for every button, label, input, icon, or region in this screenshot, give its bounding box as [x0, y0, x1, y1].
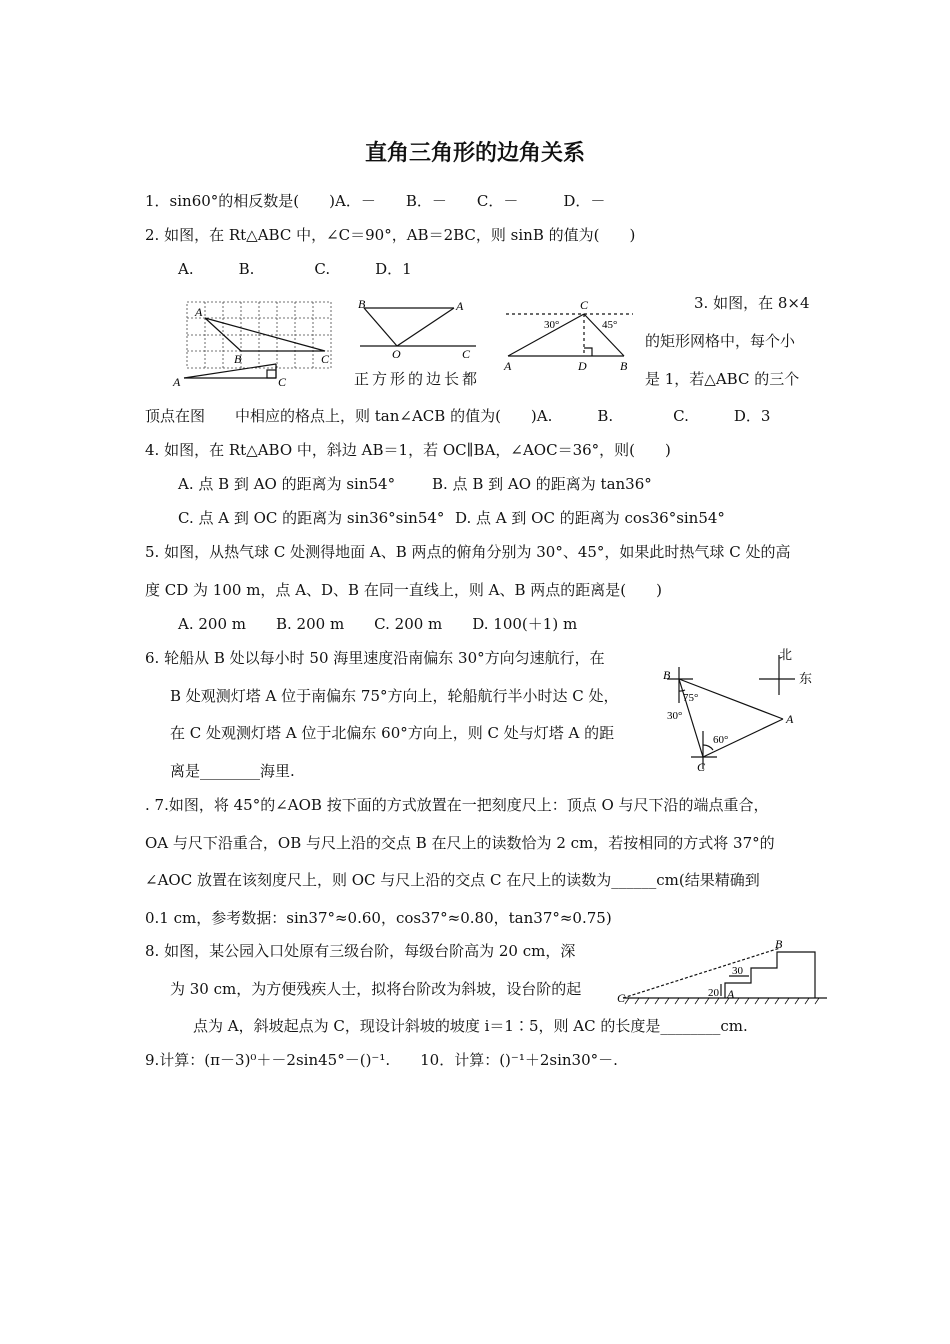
q4-option-b: B. 点 B 到 AO 的距离为 tan36° — [432, 475, 652, 493]
rt-abo-figure — [352, 296, 482, 362]
q4-option-d: D. 点 A 到 OC 的距离为 cos36°sin54° — [455, 509, 725, 527]
q7-line4: 0.1 cm，参考数据：sin37°≈0.60，cos37°≈0.80，tan37°≈0.75) — [145, 909, 612, 927]
grid-figure — [170, 296, 340, 390]
q4-stem: 4. 如图，在 Rt△ABO 中，斜边 AB＝1，若 OC∥BA，∠AOC＝36°，则( ) — [145, 441, 671, 459]
q6-line4: 离是________海里. — [170, 762, 295, 780]
steps-figure — [615, 936, 830, 1008]
q2-options: A. B. C. D．1 — [178, 260, 412, 278]
rt-label-a: A — [456, 299, 464, 313]
ship-figure — [655, 645, 830, 775]
q6-line3: 在 C 处观测灯塔 A 位于北偏东 60°方向上，则 C 处与灯塔 A 的距 — [170, 724, 615, 742]
q6-line2: B 处观测灯塔 A 位于南偏东 75°方向上，轮船航行半小时达 C 处， — [170, 687, 619, 705]
q3-line1: 3. 如图，在 8×4 — [694, 294, 810, 312]
steps-label-a: A — [727, 987, 735, 1001]
ship-angle-30: 30° — [667, 710, 683, 722]
q3-line5: 顶点在图 中相应的格点上，则 tan∠ACB 的值为( )A. B. C. D．3 — [145, 407, 771, 425]
q7-line3: ∠AOC 放置在该刻度尺上，则 OC 与尺上沿的交点 C 在尺上的读数为______cm(结果精确到 — [145, 871, 760, 889]
rt-label-o: O — [392, 347, 401, 361]
steps-label-c: C — [617, 991, 626, 1005]
grid-label-b: B — [234, 352, 242, 366]
q7-line2: OA 与尺下沿重合，OB 与尺上沿的交点 B 在尺上的读数恰为 2 cm，若按相同的方式将 37°的 — [145, 834, 775, 852]
balloon-label-d: D — [578, 359, 587, 373]
balloon-label-a: A — [504, 359, 512, 373]
q3-line4: 是 1，若△ABC 的三个 — [645, 370, 800, 388]
balloon-label-c: C — [580, 298, 589, 312]
ship-north-label: 北 — [779, 647, 793, 662]
balloon-figure — [498, 296, 638, 378]
q8-line3: 点为 A，斜坡起点为 C，现设计斜坡的坡度 i＝1∶5，则 AC 的长度是________cm. — [193, 1017, 748, 1035]
rt-label-b: B — [358, 297, 366, 311]
ship-angle-60: 60° — [713, 734, 729, 746]
q3-line3: 正方形的边长都 — [354, 370, 481, 388]
grid-label-c: C — [321, 352, 330, 366]
q7-line1: . 7.如图，将 45°的∠AOB 按下面的方式放置在一把刻度尺上：顶点 O 与尺下沿的端点重合， — [145, 796, 769, 814]
ship-label-c: C — [697, 760, 706, 774]
steps-label-b: B — [775, 937, 783, 951]
rt-label-c: C — [462, 347, 471, 361]
balloon-label-b: B — [620, 359, 628, 373]
ship-east-label: 东 — [799, 671, 813, 686]
q4-option-a: A. 点 B 到 AO 的距离为 sin54° — [178, 475, 396, 493]
ship-label-b: B — [663, 668, 671, 682]
ship-label-a: A — [786, 712, 794, 726]
q5-options: A. 200 m B. 200 m C. 200 m D. 100(＋1) m — [178, 615, 578, 633]
grid-label-c2: C — [278, 375, 287, 389]
q5-line1: 5. 如图，从热气球 C 处测得地面 A、B 两点的俯角分别为 30°、45°，如果此时热气球 C 处的高 — [145, 543, 791, 561]
steps-height-20: 20 — [708, 987, 719, 999]
q3-line2: 的矩形网格中，每个小 — [645, 332, 796, 350]
q8-line1: 8. 如图，某公园入口处原有三级台阶，每级台阶高为 20 cm，深 — [145, 942, 576, 960]
balloon-angle-45: 45° — [602, 319, 618, 331]
q5-line2: 度 CD 为 100 m，点 A、D、B 在同一直线上，则 A、B 两点的距离是( ) — [145, 581, 662, 599]
q6-line1: 6. 轮船从 B 处以每小时 50 海里速度沿南偏东 30°方向匀速航行，在 — [145, 649, 605, 667]
q9-q10: 9.计算：(π－3)⁰＋－2sin45°－()⁻¹. 10．计算：()⁻¹＋2sin30°－. — [145, 1051, 618, 1069]
balloon-angle-30: 30° — [544, 319, 560, 331]
steps-depth-30: 30 — [732, 965, 743, 977]
q8-line2: 为 30 cm，为方便残疾人士，拟将台阶改为斜坡，设台阶的起 — [170, 980, 582, 998]
q2-stem: 2. 如图，在 Rt△ABC 中，∠C＝90°，AB＝2BC，则 sinB 的值为( ) — [145, 226, 636, 244]
page-title: 直角三角形的边角关系 — [364, 141, 585, 166]
q4-option-c: C. 点 A 到 OC 的距离为 sin36°sin54° — [178, 509, 445, 527]
ship-angle-75: 75° — [683, 692, 699, 704]
grid-label-a2: A — [173, 375, 181, 389]
q1: 1．sin60°的相反数是( )A．－ B．－ C．－ D．－ — [145, 192, 606, 210]
grid-label-a: A — [195, 305, 203, 319]
